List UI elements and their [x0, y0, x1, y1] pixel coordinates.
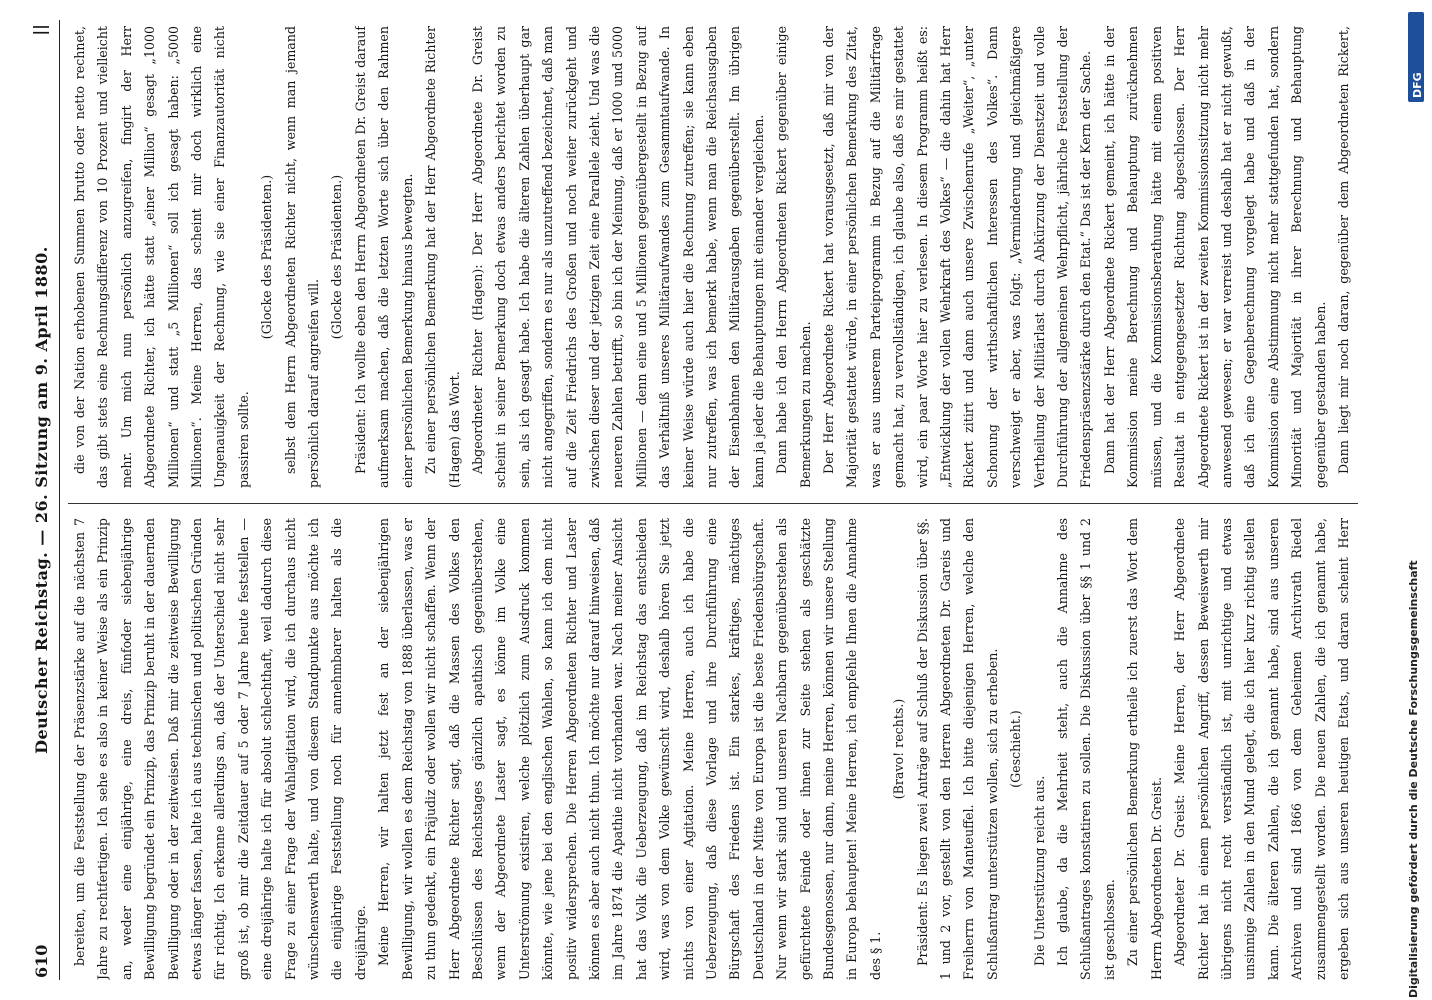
paragraph: selbst dem Herrn Abgeordneten Richter nicht, wenn man jemand persönlich darauf angreifen will.	[282, 26, 322, 488]
interjection: (Geschieht.)	[1008, 710, 1024, 788]
paragraph: Dann habe ich den Herrn Abgeordneten Rickert gegenüber einige Bemerkungen zu machen.	[774, 26, 813, 488]
paragraph: bereiten, um die Feststellung der Präsenzstärke auf die nächsten 7 Jahre zu rechtfertigen. Ich sehe es also in keiner Weise als ein Prinzip an, weder eine einjährige, eine dreis, fünfoder siebenjährige Bewilligung begründet ein Prinzip, das Prinzip beruht in der dauernden Bewilligung oder in der zeitweisen. Daß mir die zeitweise Bewilligung etwas länger fassen, halte ich aus technischen und politischen Gründen für richtig. Ich erkenne allerdings an, daß der Unterschied nicht sehr groß ist, ob mir die Zeitdauer auf 5 oder 7 Jahre heute feststellen — eine dreijährige halte ich für absolut schlechthaft, weil dadurch diese Frage zu einer Frage der Wahlagitation wird, die ich durchaus nicht wünschenswerth halte, und von diesem Standpunkte aus möchte ich die einjährige Feststellung noch für annehmbarer halten als die dreijährige.	[72, 518, 368, 980]
interjection: (Glocke des Präsidenten.)	[329, 174, 345, 340]
column-divider	[68, 503, 1358, 504]
paragraph: Präsident: Ich wollte eben den Herrn Abgeordneten Dr. Greist darauf aufmerksam machen, daß die letzten Worte sich über den Rahmen einer persönlichen Bemerkung hinaus bewegten.	[352, 26, 415, 488]
digitization-credit	[1402, 112, 1426, 998]
text-column-left	[68, 518, 1358, 980]
header-rule	[59, 20, 60, 980]
paragraph: die von der Nation erhobenen Summen brutto oder netto rechnet, das gibt stets eine Rechnungsdifferenz von 10 Prozent und vielleicht mehr. Um mich nun persönlich anzugreifen, fingirt der Herr Abgeordnete Richter, ich hätte statt „einer Million“ gesagt „1000 Millionen“ und statt „5 Millionen“ soll ich gesagt haben: „5000 Millionen“. Meine Herren, das scheint mir doch wirklich eine Ungenauigkeit der Rechnung, wie sie einer Finanzautorität nicht passiren sollte.	[72, 26, 251, 488]
page-title: Deutscher Reichstag. — 26. Sitzung am 9. April 1880.	[32, 246, 51, 754]
paragraph: Präsident: Es liegen zwei Anträge auf Schluß der Diskussion über §§. 1 und 2 vor, gestellt von den Herren Abgeordneten Dr. Gareis und Freiherrn von Manteuffel. Ich bitte diejenigen Herren, welche den Schlußantrag unterstützen wollen, sich zu erheben.	[914, 518, 1000, 980]
page-header	[30, 20, 56, 980]
digitization-credit-text: Digitalisierung gefördert durch die Deutsche Forschungsgemeinschaft	[1407, 560, 1420, 998]
page-number: 610	[32, 944, 51, 978]
rotated-page	[30, 20, 1425, 980]
paragraph: Meine Herren, wir halten jetzt fest an der siebenjährigen Bewilligung, wir wollen es dem Reichstag von 1888 überlassen, was er zu thun gedenkt, ein Präjudiz oder wollen wir nicht schaffen. Wenn der Herr Abgeordnete Richter sagt, daß die Massen des Volkes den Beschlüssen des Reichstages gänzlich apathisch gegenüberstehen, wenn der Abgeordnete Laster sagt, es könne im Volke eine Unterströmung existiren, welche plötzlich zum Ausdruck kommen könnte, wie jene bei den englischen Wahlen, so kann ich dem nicht positiv widersprechen. Die Herren Abgeordneten Richter und Laster können es aber auch nicht thun. Ich möchte nur darauf hinweisen, daß im Jahre 1874 die Apathie nicht vorhanden war. Nach meiner Ansicht hat das Volk die Ueberzeugung, daß im Reichstag das entschieden wird, was von dem Volke gewünscht wird, deshalb hören Sie jetzt nichts von einer Agitation. Meine Herren, auch ich habe die Ueberzeugung, daß diese Vorlage und ihre Durchführung eine Bürgschaft des Friedens ist. Ein starkes, kräftiges, mächtiges Deutschland in der Mitte von Europa ist die beste Friedensbürgschaft. Nur wenn wir stark sind und unseren Nachbarn gegenüberstehen als gefürchtete Feinde oder ihnen zur Seite stehen als geschätzte Bundesgenossen, nur dann, meine Herren, können wir unsere Stellung in Europa behaupten! Meine Herren, ich empfehle Ihnen die Annahme des § 1.	[376, 518, 883, 980]
paragraph: Dann hat der Herr Abgeordnete Rickert gemeint, ich hätte in der Kommission meine Berechnung und Behauptung zurücknehmen müssen, und die Kommissionsberathung hätte mit einem positiven Resultat in entgegengesetzter Richtung abgeschlossen. Der Herr Abgeordnete Rickert ist in der zweiten Kommissionssitzung nicht mehr anwesend gewesen; er war verreist und deshalb hat er nicht gewußt, daß ich eine Gegenberechnung vorgelegt habe und daß in der Kommission eine Abstimmung nicht mehr stattgefunden hat, sondern Minorität und Majorität in ihrer Berechnung und Behauptung gegenüber gestanden haben.	[1101, 26, 1328, 488]
corner-mark: ||	[30, 24, 49, 36]
text-column-right	[68, 26, 1358, 488]
paragraph: Die Unterstützung reicht aus.	[1031, 775, 1047, 966]
paragraph: Abgeordneter Dr. Greist: Meine Herren, der Herr Abgeordnete Richter hat in einem persönlichen Angriff, dessen Beweiswerth mir übrigens nicht recht verständlich ist, mit unrichtige und etwas unsinnige Zahlen in den Mund gelegt, die ich hier kurz richtig stellen kann. Die älteren Zahlen, die ich genannt habe, sind aus unseren Archiven und sind 1866 von dem Geheimen Archivrath Riedel zusammengestellt worden. Die neuen Zahlen, die ich genannt habe, ergeben sich aus unseren heutigen Etats, und daran scheint Herr	[1172, 518, 1351, 980]
interjection: (Bravo! rechts.)	[891, 698, 907, 800]
paragraph: Zu einer persönlichen Bemerkung hat der Herr Abgeordnete Richter (Hagen) das Wort.	[423, 26, 462, 488]
interjection: (Glocke des Präsidenten.)	[259, 174, 275, 340]
paragraph: Zu einer persönlichen Bemerkung ertheile ich zuerst das Wort dem Herrn Abgeordneten Dr. Greist.	[1125, 518, 1164, 980]
dfg-logo	[1408, 12, 1424, 102]
dfg-logo-text: DFG	[1411, 72, 1424, 98]
paragraph: Ich glaube, da die Mehrheit steht, auch die Annahme des Schlußantrages konstatiren zu sollen. Die Diskussion über §§ 1 und 2 ist geschlossen.	[1055, 518, 1117, 980]
paragraph: Dann liegt mir noch daran, gegenüber dem Abgeordneten Rickert,	[1335, 26, 1351, 474]
paragraph: Der Herr Abgeordnete Rickert hat vorausgesetzt, daß mir von der Majorität gestattet würde, in einer persönlichen Bemerkung des Zitat, was er aus unserem Parteiprogramm in Bezug auf die Militärfrage gemacht hat, zu vervollständigen, ich glaube also, daß es mir gestattet wird, ein paar Worte hier zu verlesen. In diesem Programm heißt es: „Entwicklung der vollen Wehrkraft des Volkes“ — die dahin hat Herr Rickert zitirt und dann auch unsere Zwischenrufe „Weiter“, „unter Schonung der wirthschaftlichen Interessen des Volkes“. Dann verschweigt er aber, was folgt: „Verminderung und gleichmäßigere Vertheilung der Militärlast durch Abkürzung der Dienstzeit und volle Durchführung der allgemeinen Wehrpflicht, jährliche Feststellung der Friedenspräsenzstärke durch den Etat.“ Das ist der Kern der Sache.	[821, 26, 1094, 488]
paragraph: Abgeordneter Richter (Hagen): Der Herr Abgeordnete Dr. Greist scheint in seiner Bemerkung doch etwas anders berichtet worden zu sein, als ich gesagt habe. Ich habe die älteren Zahlen überhaupt gar nicht angegriffen, sondern es nur als unzutreffend bezeichnet, daß man auf die Zeit Friedrichs des Großen und noch weiter zurückgeht und zwischen dieser und der jetzigen Zeit eine Parallele zieht. Und was die neueren Zahlen betrifft, so bin ich der Meinung, daß er 1000 und 5000 Millionen — denn eine und 5 Millionen gegenübergestellt in Bezug auf das Verhältniß unseres Militäraufwandes zum Gesammtaufwande. In keiner Weise würde auch hier die Rechnung zutreffen; sie kann eben nur zutreffen, was ich bemerkt habe, wenn man die Reichsausgaben der Eisenbahnen den Militärausgaben gegenüberstellt. Im übrigen kann ja jeder die Behauptungen mit einander vergleichen.	[469, 26, 766, 488]
